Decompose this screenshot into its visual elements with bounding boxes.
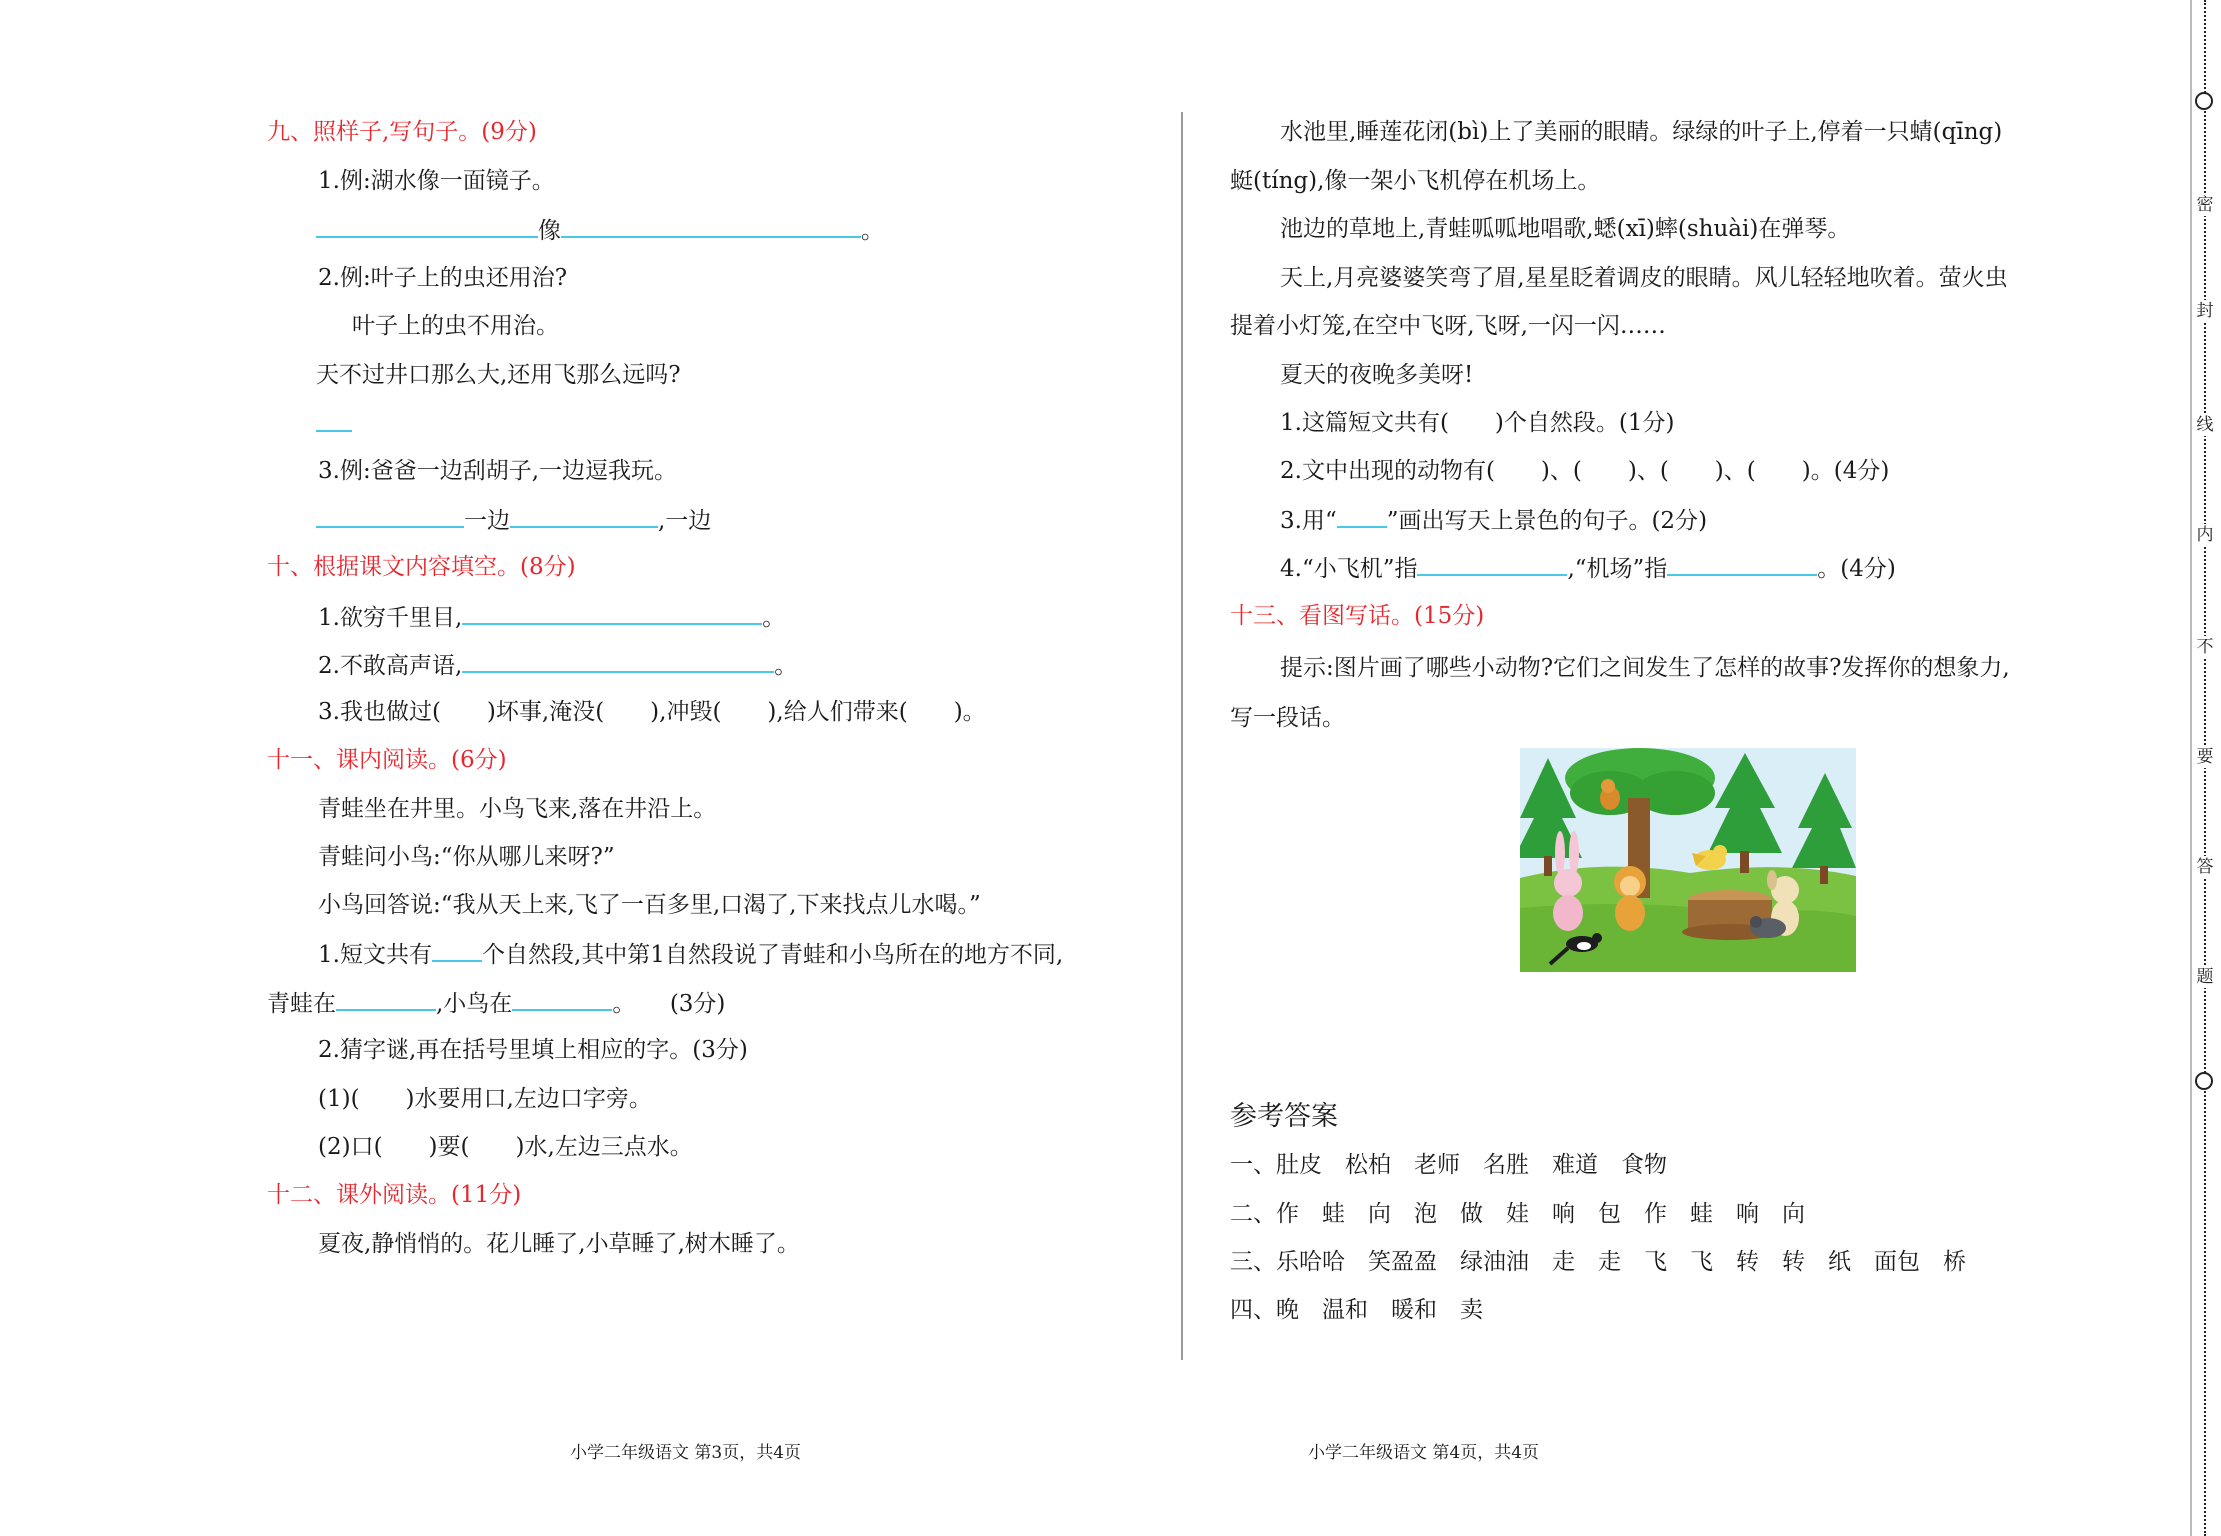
- question-text: ,小鸟在: [436, 991, 513, 1017]
- binding-char: 封: [2194, 300, 2216, 322]
- s13-hint-line-2: 写一段话。: [1230, 705, 1345, 731]
- blank-line[interactable]: [1337, 504, 1387, 528]
- blank-line[interactable]: [432, 938, 482, 962]
- s12-question-2: 2.文中出现的动物有( )、( )、( )、( )。(4分): [1280, 458, 1890, 484]
- blank-line[interactable]: [336, 987, 436, 1011]
- s12-question-3: [1280, 504, 1707, 536]
- s12-question-4: [1280, 552, 1896, 584]
- blank-separator: ,一边: [658, 508, 712, 534]
- question-text: 青蛙在: [267, 991, 336, 1017]
- question-text: 3.用“: [1280, 508, 1337, 534]
- blank-line[interactable]: [561, 214, 861, 238]
- blank-line[interactable]: [1417, 552, 1567, 576]
- s9-answer-line-1: [316, 214, 884, 246]
- binding-edge-line: [2190, 0, 2192, 1536]
- binding-hole-top: [2195, 92, 2213, 110]
- s13-hint-line-1: 提示:图片画了哪些小动物?它们之间发生了怎样的故事?发挥你的想象力,: [1280, 655, 2010, 681]
- answer-line-3: 三、乐哈哈 笑盈盈 绿油油 走 走 飞 飞 转 转 纸 面包 桥: [1230, 1249, 1966, 1275]
- answer-line-2: 二、作 蛙 向 泡 做 娃 响 包 作 蛙 响 向: [1230, 1201, 1805, 1227]
- binding-char: 答: [2194, 856, 2216, 878]
- binding-char: 要: [2194, 746, 2216, 768]
- blank-line[interactable]: [316, 214, 538, 238]
- s9-example-1: 1.例:湖水像一面镜子。: [318, 168, 555, 194]
- question-text: 2.不敢高声语,: [318, 653, 463, 679]
- passage-line-4: 天上,月亮婆婆笑弯了眉,星星眨着调皮的眼睛。风儿轻轻地吹着。萤火虫: [1280, 265, 2008, 291]
- blank-line[interactable]: [316, 504, 464, 528]
- s11-riddle-2: (2)口( )要( )水,左边三点水。: [318, 1134, 693, 1160]
- s9-answer-line-2: [316, 408, 352, 440]
- s11-paragraph-3: 小鸟回答说:“我从天上来,飞了一百多里,口渴了,下来找点儿水喝。”: [318, 892, 981, 918]
- section-13-heading: 十三、看图写话。(15分): [1230, 603, 1485, 629]
- footer-page-3: 小学二年级语文 第3页，共4页: [570, 1443, 802, 1463]
- section-10-heading: 十、根据课文内容填空。(8分): [267, 554, 576, 580]
- binding-char: 题: [2194, 966, 2216, 988]
- binding-dotted-line: [2204, 0, 2206, 1536]
- binding-char: 内: [2194, 524, 2216, 546]
- binding-char: 线: [2194, 414, 2216, 436]
- s11-question-1-cont: [267, 987, 725, 1019]
- s9-answer-line-3: [316, 504, 711, 536]
- s9-example-2: 2.例:叶子上的虫还用治?: [318, 265, 568, 291]
- s11-riddle-1: (1)( )水要用口,左边口字旁。: [318, 1086, 652, 1112]
- s11-paragraph-2: 青蛙问小鸟:“你从哪儿来呀?”: [318, 844, 615, 870]
- sentence-end: 。: [762, 605, 786, 631]
- blank-line[interactable]: [462, 649, 774, 673]
- blank-line[interactable]: [510, 504, 658, 528]
- binding-margin: [2188, 0, 2221, 1536]
- blank-line[interactable]: [462, 601, 762, 625]
- s10-question-3: 3.我也做过( )坏事,淹没( ),冲毁( ),给人们带来( )。: [318, 699, 986, 725]
- section-12-heading: 十二、课外阅读。(11分): [267, 1182, 522, 1208]
- sentence-end: 。: [774, 653, 798, 679]
- blank-separator: 一边: [464, 508, 510, 534]
- s11-question-1: [318, 938, 1063, 970]
- passage-line-5: 提着小灯笼,在空中飞呀,飞呀,一闪一闪……: [1230, 313, 1666, 339]
- passage-line-2: 蜓(tíng),像一架小飞机停在机场上。: [1230, 168, 1601, 194]
- forest-animals-illustration: [1520, 748, 1856, 972]
- binding-char: 不: [2194, 636, 2216, 658]
- sentence-end: 。: [861, 218, 884, 244]
- s12-question-1: 1.这篇短文共有( )个自然段。(1分): [1280, 410, 1675, 436]
- passage-line-6: 夏天的夜晚多美呀!: [1280, 362, 1474, 388]
- s11-paragraph-1: 青蛙坐在井里。小鸟飞来,落在井沿上。: [318, 796, 717, 822]
- answer-line-1: 一、肚皮 松柏 老师 名胜 难道 食物: [1230, 1152, 1667, 1178]
- answer-key-title: 参考答案: [1230, 1101, 1338, 1132]
- page-divider: [1181, 112, 1183, 1360]
- question-text: ”画出写天上景色的句子。(2分): [1386, 508, 1708, 534]
- passage-line-3: 池边的草地上,青蛙呱呱地唱歌,蟋(xī)蟀(shuài)在弹琴。: [1280, 216, 1851, 242]
- answer-line-4: 四、晚 温和 暖和 卖: [1230, 1297, 1483, 1323]
- s9-example-2-answer: 叶子上的虫不用治。: [352, 313, 559, 339]
- s9-example-2-question: 天不过井口那么大,还用飞那么远吗?: [316, 362, 681, 388]
- question-text: 1.欲穷千里目,: [318, 605, 463, 631]
- blank-line[interactable]: [512, 987, 612, 1011]
- blank-line[interactable]: [316, 408, 352, 432]
- section-9-heading: 九、照样子,写句子。(9分): [267, 119, 537, 145]
- binding-hole-bottom: [2195, 1072, 2213, 1090]
- question-text: 。 (3分): [612, 991, 726, 1017]
- footer-page-4: 小学二年级语文 第4页，共4页: [1308, 1443, 1540, 1463]
- passage-line-1: 水池里,睡莲花闭(bì)上了美丽的眼睛。绿绿的叶子上,停着一只蜻(qīng): [1280, 119, 2003, 145]
- blank-separator: 像: [538, 218, 561, 244]
- blank-line[interactable]: [1667, 552, 1817, 576]
- question-text: ,“机场”指: [1567, 556, 1668, 582]
- section-11-heading: 十一、课内阅读。(6分): [267, 747, 507, 773]
- question-text: 。(4分): [1817, 556, 1896, 582]
- question-text: 个自然段,其中第1自然段说了青蛙和小鸟所在的地方不同,: [481, 942, 1064, 968]
- question-text: 1.短文共有: [318, 942, 432, 968]
- binding-char: 密: [2194, 194, 2216, 216]
- question-text: 4.“小飞机”指: [1280, 556, 1418, 582]
- s12-paragraph-1: 夏夜,静悄悄的。花儿睡了,小草睡了,树木睡了。: [318, 1231, 800, 1257]
- s9-example-3: 3.例:爸爸一边刮胡子,一边逗我玩。: [318, 458, 678, 484]
- s10-question-1: [318, 601, 785, 633]
- s11-question-2: 2.猜字谜,再在括号里填上相应的字。(3分): [318, 1037, 748, 1063]
- s10-question-2: [318, 649, 797, 681]
